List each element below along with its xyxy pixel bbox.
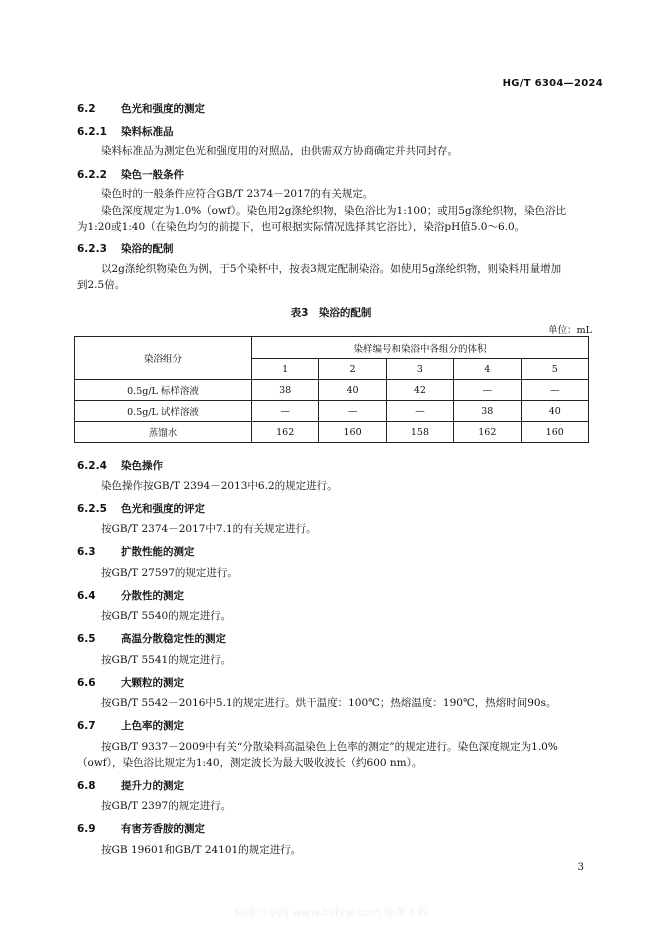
section-heading: 6.8 提升力的测定 xyxy=(77,780,184,792)
watermark-text: 标准分享网 www.bzfxw.com 免费下载 xyxy=(234,906,428,919)
section-heading: 6.5 高温分散稳定性的测定 xyxy=(77,633,226,645)
table-cell: — xyxy=(454,380,521,401)
page-number: 3 xyxy=(577,862,584,873)
section-heading: 6.6 大颗粒的测定 xyxy=(77,677,184,689)
table-column-header: 4 xyxy=(454,359,521,380)
paragraph: 按GB/T 9337－2009中有关“分散染料高温染色上色率的测定”的规定进行。染色深度规定为1.0% xyxy=(101,741,558,753)
section-heading: 6.7 上色率的测定 xyxy=(77,720,184,732)
table-cell: 38 xyxy=(454,401,521,422)
section-heading: 6.2.3 染浴的配制 xyxy=(77,243,174,255)
table-row xyxy=(75,422,589,443)
table-cell: 162 xyxy=(454,422,521,443)
paragraph: 按GB/T 27597的规定进行。 xyxy=(101,567,238,579)
table-cell: 162 xyxy=(252,422,319,443)
paragraph: 按GB/T 5542－2016中5.1的规定进行。烘干温度：100℃；热熔温度：190℃，热熔时间90s。 xyxy=(101,697,557,709)
table-column-header: 5 xyxy=(521,359,589,380)
dye-bath-table xyxy=(74,336,589,443)
paragraph: 按GB/T 2397的规定进行。 xyxy=(101,800,232,812)
table-row xyxy=(75,401,589,422)
table-row-header: 染浴组分 xyxy=(75,337,252,380)
section-heading: 6.9 有害芳香胺的测定 xyxy=(77,823,205,835)
table-cell: 158 xyxy=(386,422,453,443)
paragraph: 按GB 19601和GB/T 24101的规定进行。 xyxy=(101,844,302,856)
table-row-label: 蒸馏水 xyxy=(75,422,252,443)
document-id: HG/T 6304—2024 xyxy=(502,78,603,89)
table-cell: 40 xyxy=(319,380,386,401)
paragraph: 按GB/T 5540的规定进行。 xyxy=(101,610,232,622)
paragraph: 到2.5倍。 xyxy=(77,279,126,291)
footer-watermark xyxy=(0,904,662,926)
table-cell: — xyxy=(521,380,589,401)
paragraph: 为1:20或1:40（在染色均匀的前提下，也可根据实际情况选择其它浴比），染浴pH值5.0～6.0。 xyxy=(77,221,526,233)
table-row xyxy=(75,380,589,401)
table-cell: — xyxy=(319,401,386,422)
table-cell: 160 xyxy=(319,422,386,443)
section-heading: 6.2.5 色光和强度的评定 xyxy=(77,503,205,515)
table-cell: — xyxy=(386,401,453,422)
paragraph: 按GB/T 5541的规定进行。 xyxy=(101,654,232,666)
table-unit: 单位：mL xyxy=(548,325,592,336)
table-cell: 40 xyxy=(521,401,589,422)
table-cell: 42 xyxy=(386,380,453,401)
table-column-header: 2 xyxy=(319,359,386,380)
table-row-label: 0.5g/L 标样溶液 xyxy=(75,380,252,401)
paragraph: 以2g涤纶织物染色为例，于5个染杯中，按表3规定配制染浴。如使用5g涤纶织物，则染料用量增加 xyxy=(101,263,562,275)
table-group-header: 染样编号和染浴中各组分的体积 xyxy=(252,337,589,359)
section-heading: 6.3 扩散性能的测定 xyxy=(77,546,195,558)
paragraph: （owf），染色浴比规定为1:40，测定波长为最大吸收波长（约600 nm）。 xyxy=(77,757,423,769)
section-heading: 6.2.1 染料标准品 xyxy=(77,126,174,138)
table-cell: — xyxy=(252,401,319,422)
table-cell: 160 xyxy=(521,422,589,443)
paragraph: 染色时的一般条件应符合GB/T 2374－2017的有关规定。 xyxy=(101,188,374,200)
section-heading: 6.2.4 染色操作 xyxy=(77,460,163,472)
table-cell: 38 xyxy=(252,380,319,401)
table-column-header: 1 xyxy=(252,359,319,380)
section-heading: 6.2.2 染色一般条件 xyxy=(77,169,184,181)
paragraph: 染料标准品为测定色光和强度用的对照品，由供需双方协商确定并共同封存。 xyxy=(101,145,458,157)
paragraph: 染色深度规定为1.0%（owf）。染色用2g涤纶织物，染色浴比为1:100；或用5g涤纶织物，染色浴比 xyxy=(101,205,567,217)
section-heading: 6.4 分散性的测定 xyxy=(77,590,184,602)
section-heading: 6.2 色光和强度的测定 xyxy=(77,103,205,115)
table-row-label: 0.5g/L 试样溶液 xyxy=(75,401,252,422)
table-column-header: 3 xyxy=(386,359,453,380)
table-caption: 表3 染浴的配制 xyxy=(290,307,372,319)
paragraph: 按GB/T 2374－2017中7.1的有关规定进行。 xyxy=(101,523,317,535)
paragraph: 染色操作按GB/T 2394－2013中6.2的规定进行。 xyxy=(101,480,338,492)
